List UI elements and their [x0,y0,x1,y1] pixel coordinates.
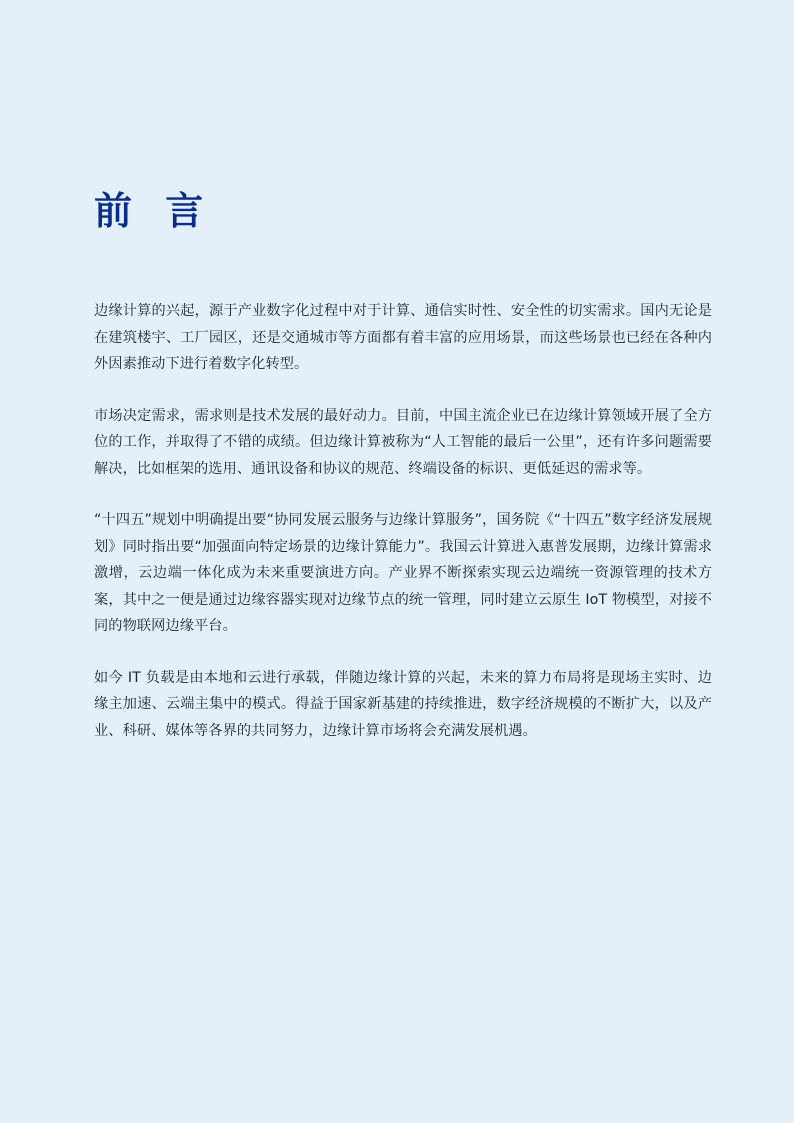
body-content [94,298,712,769]
paragraph-3: “十四五”规划中明确提出要“协同发展云服务与边缘计算服务”，国务院《“十四五”数字经济发展规划》同时指出要“加强面向特定场景的边缘计算能力”。我国云计算进入惠普发展期，边缘计算需求激增，云边端一体化成为未来重要演进方向。产业界不断探索实现云边端统一资源管理的技术方案，其中之一便是通过边缘容器实现对边缘节点的统一管理，同时建立云原生 IoT 物模型，对接不同的物联网边缘平台。 [94,512,712,634]
paragraph-2: 市场决定需求，需求则是技术发展的最好动力。目前，中国主流企业已在边缘计算领域开展了全方位的工作，并取得了不错的成绩。但边缘计算被称为“人工智能的最后一公里”，还有许多问题需要解决，比如框架的选用、通讯设备和协议的规范、终端设备的标识、更低延迟的需求等。 [94,407,712,477]
page-title: 前 言 [94,189,214,233]
paragraph-1: 边缘计算的兴起，源于产业数字化过程中对于计算、通信实时性、安全性的切实需求。国内无论是在建筑楼宇、工厂园区，还是交通城市等方面都有着丰富的应用场景，而这些场景也已经在各种内外因素推动下进行着数字化转型。 [94,303,712,372]
paragraph-4: 如今 IT 负载是由本地和云进行承载，伴随边缘计算的兴起，未来的算力布局将是现场主实时、边缘主加速、云端主集中的模式。得益于国家新基建的持续推进，数字经济规模的不断扩大，以及产业、科研、媒体等各界的共同努力，边缘计算市场将会充满发展机遇。 [94,669,712,739]
